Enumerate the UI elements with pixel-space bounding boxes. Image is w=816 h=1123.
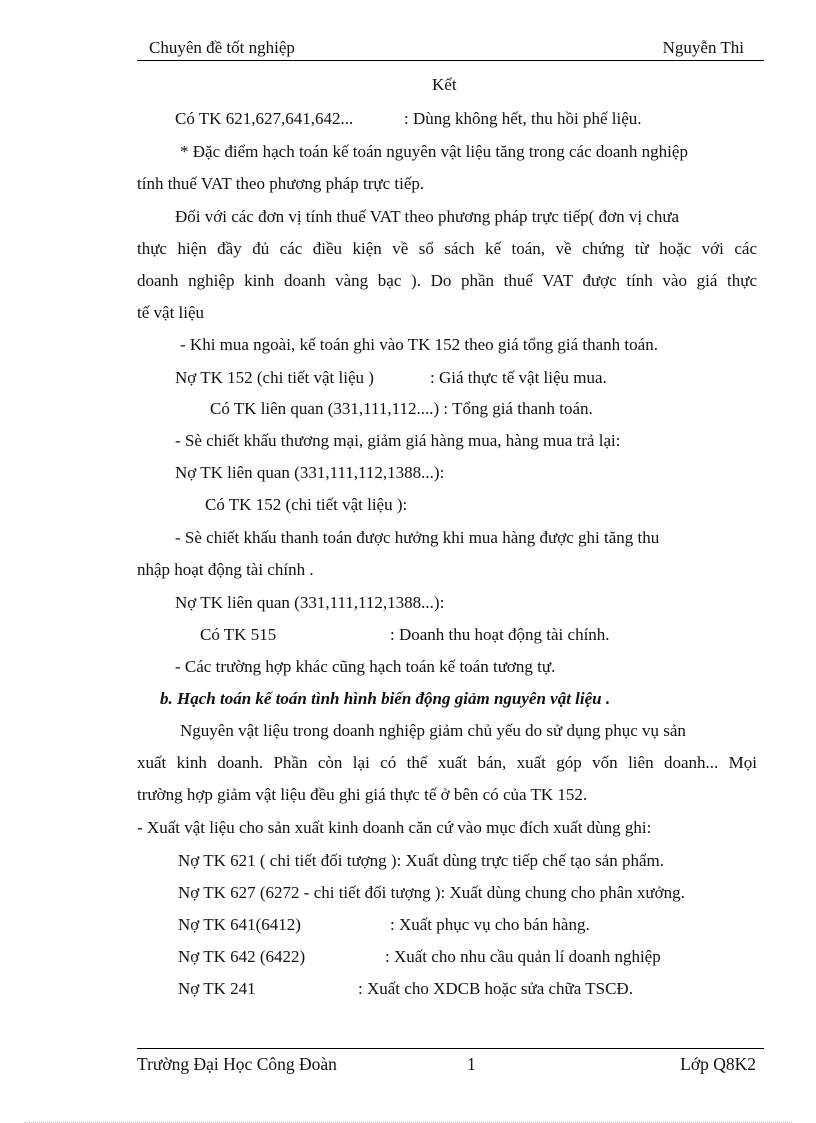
text-line: - Khi mua ngoài, kế toán ghi vào TK 152 theo giá tổng giá thanh toán. (180, 335, 658, 354)
text-line: Có TK 152 (chi tiết vật liệu ): (205, 495, 408, 514)
text-line: doanh nghiệp kinh doanh vàng bạc ). Do phần thuế VAT được tính vào giá thực (137, 271, 757, 290)
footer-school: Trường Đại Học Công Đoàn (137, 1054, 337, 1074)
page-footer (137, 1048, 764, 1075)
text-line: Đối với các đơn vị tính thuế VAT theo phương pháp trực tiếp( đơn vị chưa (175, 207, 680, 226)
text-line: : Dùng không hết, thu hồi phế liệu. (404, 109, 642, 128)
text-line: Nợ TK liên quan (331,111,112,1388...): (175, 463, 445, 482)
text-line: : Doanh thu hoạt động tài chính. (390, 625, 610, 644)
text-line: Nợ TK 241 (178, 979, 256, 998)
text-line: Nợ TK 627 (6272 - chi tiết đối tượng ): Xuất dùng chung cho phân xưởng. (178, 883, 685, 902)
header-author: Nguyễn Thi (662, 38, 744, 57)
page-number: 1 (467, 1054, 476, 1074)
text-line: : Giá thực tế vật liệu mua. (430, 368, 607, 387)
text-line: - Sè chiết khấu thương mại, giảm giá hàng mua, hàng mua trả lại: (175, 431, 621, 450)
text-line: - Xuất vật liệu cho sản xuất kinh doanh căn cứ vào mục đích xuất dùng ghi: (137, 818, 652, 837)
text-line: * Đặc điểm hạch toán kế toán nguyên vật liệu tăng trong các doanh nghiệp (180, 142, 688, 161)
text-line: Nguyên vật liệu trong doanh nghiệp giảm chủ yếu do sử dụng phục vụ sản (180, 721, 686, 740)
text-line: tế vật liệu (137, 303, 205, 322)
text-line: nhập hoạt động tài chính . (137, 560, 314, 579)
text-line: Có TK 621,627,641,642... (175, 109, 354, 128)
text-line: tính thuế VAT theo phương pháp trực tiếp. (137, 174, 425, 193)
text-line: Nợ TK liên quan (331,111,112,1388...): (175, 593, 445, 612)
text-line: trường hợp giảm vật liệu đều ghi giá thực tế ở bên có của TK 152. (137, 785, 588, 804)
footer-class: Lớp Q8K2 (680, 1054, 756, 1074)
text-line: Kết (432, 75, 457, 94)
text-line: thực hiện đầy đủ các điều kiện về sổ sách kế toán, về chứng từ hoặc với các (137, 239, 757, 258)
text-line: Có TK liên quan (331,111,112....) : Tổng giá thanh toán. (210, 399, 593, 418)
section-heading: b. Hạch toán kế toán tình hình biến động giảm nguyên vật liệu . (160, 689, 611, 708)
text-line: : Xuất cho XDCB hoặc sửa chữa TSCĐ. (358, 979, 633, 998)
text-line: Có TK 515 (200, 625, 277, 644)
text-line: xuất kinh doanh. Phần còn lại có thể xuất bán, xuất góp vốn liên doanh... Mọi (137, 753, 757, 772)
page-header (137, 38, 764, 61)
text-line: - Các trường hợp khác cũng hạch toán kế toán tương tự. (175, 657, 556, 676)
text-line: Nợ TK 152 (chi tiết vật liệu ) (175, 368, 374, 387)
text-line: Nợ TK 642 (6422) (178, 947, 306, 966)
text-line: : Xuất cho nhu cầu quản lí doanh nghiệp (385, 947, 661, 966)
text-line: Nợ TK 641(6412) (178, 915, 301, 934)
text-line: Nợ TK 621 ( chi tiết đối tượng ): Xuất dùng trực tiếp chế tạo sản phẩm. (178, 851, 665, 870)
header-title: Chuyên đề tốt nghiệp (149, 38, 295, 57)
text-line: - Sè chiết khấu thanh toán được hưởng khi mua hàng được ghi tăng thu (175, 528, 660, 547)
text-line: : Xuất phục vụ cho bán hàng. (390, 915, 590, 934)
